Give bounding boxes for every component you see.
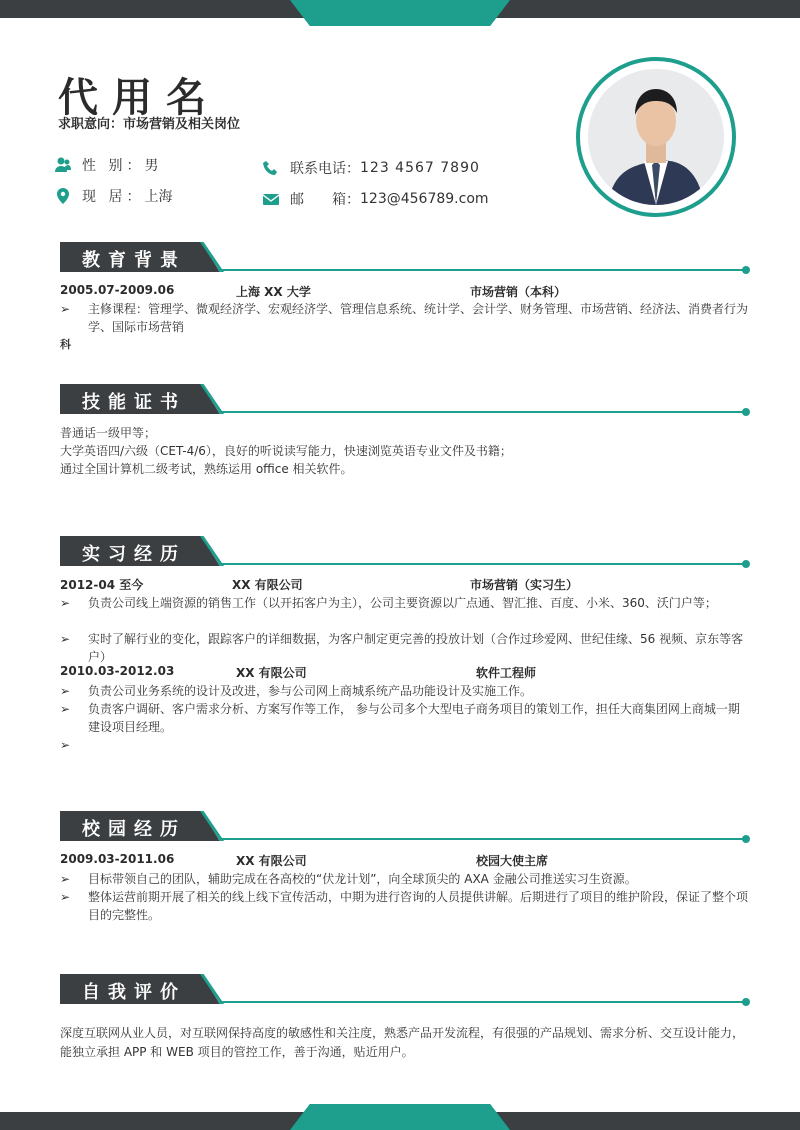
school: 上海 XX 大学 bbox=[236, 285, 311, 299]
profile-photo-frame bbox=[576, 57, 736, 217]
gender-info bbox=[54, 155, 158, 175]
mail-icon bbox=[262, 190, 280, 208]
phone-icon bbox=[262, 159, 280, 177]
email-value: 123@456789.com bbox=[360, 191, 489, 207]
job-row bbox=[60, 664, 750, 682]
role: 校园大使主席 bbox=[476, 854, 549, 868]
email-label: 邮 箱： bbox=[290, 192, 360, 208]
arrow-icon: ➢ bbox=[60, 872, 71, 886]
skill-line: 通过全国计算机二级考试，熟练运用 office 相关软件。 bbox=[60, 462, 353, 476]
list-item bbox=[60, 630, 750, 666]
arrow-icon: ➢ bbox=[60, 632, 71, 646]
bullet-text: 实时了解行业的变化，跟踪客户的详细数据，为客户制定更完善的投放计划（合作过珍爱网、世纪佳缘、56 视频、京东等客户） bbox=[88, 632, 744, 664]
section-header-campus bbox=[60, 811, 750, 841]
section-header-internship bbox=[60, 536, 750, 566]
list-item bbox=[60, 870, 750, 888]
list-item bbox=[60, 682, 750, 700]
phone-label: 联系电话： bbox=[290, 161, 360, 177]
arrow-icon: ➢ bbox=[60, 596, 71, 610]
bullet-text: 负责客户调研、客户需求分析、方案写作等工作， 参与公司多个大型电子商务项目的策划工作，担任大商集团网上商城一期建设项目经理。 bbox=[88, 702, 740, 734]
section-header-skills bbox=[60, 384, 750, 414]
section-title: 校园经历 bbox=[82, 819, 186, 840]
skill-line: 大学英语四/六级（CET-4/6），良好的听说读写能力，快速浏览英语专业文件及书籍； bbox=[60, 444, 512, 458]
section-title: 技能证书 bbox=[82, 392, 186, 413]
campus-row bbox=[60, 852, 750, 870]
list-item bbox=[60, 700, 750, 736]
period: 2009.03-2011.06 bbox=[60, 852, 175, 866]
section-title: 教育背景 bbox=[82, 250, 186, 271]
role: 软件工程师 bbox=[476, 666, 537, 680]
bullet-text: 整体运营前期开展了相关的线上线下宣传活动，中期为进行咨询的人员提供讲解。后期进行了项目的维护阶段，保证了整个项目的完整性。 bbox=[88, 890, 749, 922]
arrow-icon: ➢ bbox=[60, 702, 71, 716]
gender-value: 男 bbox=[144, 158, 159, 174]
avatar bbox=[588, 69, 724, 205]
period: 2012-04 至今 bbox=[60, 578, 144, 592]
residence-value: 上海 bbox=[144, 189, 173, 205]
phone-info bbox=[262, 158, 480, 178]
major: 市场营销（本科） bbox=[470, 285, 567, 299]
section-header-education bbox=[60, 242, 750, 272]
period: 2005.07-2009.06 bbox=[60, 283, 175, 297]
bullet-text: 负责公司线上端资源的销售工作（以开拓客户为主），公司主要资源以广点通、智汇推、百度、小米、360、沃门户等； bbox=[88, 596, 717, 610]
residence-label: 现 居： bbox=[82, 189, 145, 205]
skill-line: 普通话一级甲等； bbox=[60, 426, 157, 440]
user-icon bbox=[54, 156, 72, 174]
company: XX 有限公司 bbox=[236, 666, 307, 680]
bullet-text: 目标带领自己的团队，辅助完成在各高校的“伏龙计划”，向全球顶尖的 AXA 金融公司推送实习生资源。 bbox=[88, 872, 637, 886]
arrow-icon: ➢ bbox=[60, 684, 71, 698]
section-title: 实习经历 bbox=[82, 544, 186, 565]
section-title: 自我评价 bbox=[82, 982, 186, 1003]
candidate-name: 代用名 bbox=[58, 75, 220, 121]
top-accent bbox=[290, 0, 510, 26]
bottom-accent bbox=[290, 1104, 510, 1130]
stray-text: 科 bbox=[60, 338, 71, 351]
bullet-text: 负责公司业务系统的设计及改进，参与公司网上商城系统产品功能设计及实施工作。 bbox=[88, 684, 533, 698]
list-item bbox=[60, 594, 750, 612]
company: XX 有限公司 bbox=[236, 854, 307, 868]
arrow-icon: ➢ bbox=[60, 738, 71, 752]
arrow-icon: ➢ bbox=[60, 890, 71, 904]
arrow-icon: ➢ bbox=[60, 302, 71, 316]
company: XX 有限公司 bbox=[232, 578, 303, 592]
courses: 主修课程：管理学、微观经济学、宏观经济学、管理信息系统、统计学、会计学、财务管理、市场营销、经济法、消费者行为学、国际市场营销 bbox=[88, 302, 749, 334]
self-evaluation: 深度互联网从业人员，对互联网保持高度的敏感性和关注度，熟悉产品开发流程，有很强的产品规划、需求分析、交互设计能力，能独立承担 APP 和 WEB 项目的管控工作，善于沟通，贴近用户。 bbox=[60, 1026, 745, 1059]
job-intent: 求职意向：市场营销及相关岗位 bbox=[58, 117, 241, 132]
phone-value: 123 4567 7890 bbox=[360, 160, 480, 176]
list-item bbox=[60, 888, 750, 924]
section-header-self bbox=[60, 974, 750, 1004]
list-item bbox=[60, 300, 750, 336]
period: 2010.03-2012.03 bbox=[60, 664, 175, 678]
gender-label: 性 别： bbox=[82, 158, 145, 174]
education-row bbox=[60, 283, 750, 301]
role: 市场营销（实习生） bbox=[470, 578, 579, 592]
job-row bbox=[60, 576, 750, 594]
residence-info bbox=[54, 186, 172, 206]
email-info bbox=[262, 189, 489, 209]
location-icon bbox=[54, 187, 72, 205]
